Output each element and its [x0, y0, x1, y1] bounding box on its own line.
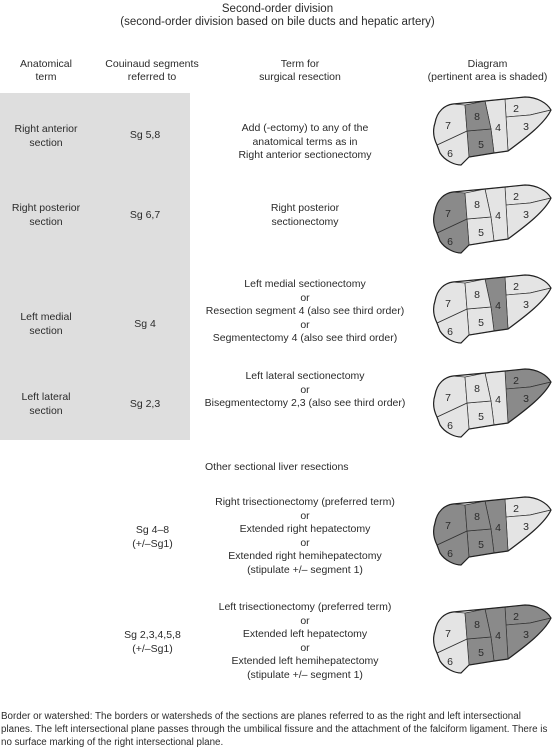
- segment-label-3: 3: [523, 629, 529, 641]
- liver-diagram-right-posterior: [427, 181, 555, 261]
- segments-right-anterior: Sg 5,8: [129, 129, 161, 141]
- term-left-lateral: Left lateral section: [21, 391, 71, 417]
- segments-left-lateral: Sg 2,3: [129, 398, 161, 410]
- page-subtitle: (second-order division based on bile ducts and hepatic artery): [120, 16, 435, 28]
- header-couinaud-segments: Couinaud segments referred to: [105, 58, 199, 83]
- segment-label-2: 2: [513, 103, 519, 115]
- segment-label-3: 3: [523, 299, 529, 311]
- segment-label-5: 5: [478, 411, 484, 423]
- segment-label-7: 7: [445, 208, 451, 220]
- segment-label-2: 2: [513, 191, 519, 203]
- segment-label-4: 4: [495, 630, 501, 642]
- resection-right-anterior: Add (-ectomy) to any of the anatomical terms as in Right anterior sectionectomy: [238, 122, 372, 161]
- segment-label-7: 7: [445, 120, 451, 132]
- header-surgical-term: Term for surgical resection: [259, 58, 341, 83]
- resection-left-trisection: Left trisectionectomy (preferred term) or Extended left hepatectomy or Extended left hemihepatectomy (stipulate +/– segment 1): [218, 601, 392, 681]
- segment-label-6: 6: [447, 148, 453, 160]
- segment-label-8: 8: [474, 383, 480, 395]
- segment-label-6: 6: [447, 548, 453, 560]
- segments-right-posterior: Sg 6,7: [129, 209, 161, 221]
- resection-right-trisection: Right trisectionectomy (preferred term) or Extended right hepatectomy or Extended right hemihepatectomy (stipulate +/– segment 1): [215, 496, 395, 576]
- segment-label-7: 7: [445, 628, 451, 640]
- segment-label-5: 5: [478, 139, 484, 151]
- footer-note: Border or watershed: The borders or watersheds of the sections are planes referred to as the right and left intersectional planes. The left intersectional plane passes through the umbilical fissure and the attachment of the falciform ligament. There is no surface marking of the right intersectional plane.: [1, 711, 548, 748]
- segment-label-5: 5: [478, 647, 484, 659]
- resection-left-lateral: Left lateral sectionectomy or Bisegmentectomy 2,3 (also see third order): [204, 370, 406, 409]
- segments-left-trisection: Sg 2,3,4,5,8 (+/–Sg1): [124, 629, 181, 655]
- segments-right-trisection: Sg 4–8 (+/–Sg1): [132, 524, 173, 550]
- liver-diagram-right-trisection: [427, 493, 555, 573]
- segment-label-8: 8: [474, 199, 480, 211]
- segment-label-5: 5: [478, 227, 484, 239]
- segment-label-2: 2: [513, 375, 519, 387]
- segment-label-3: 3: [523, 209, 529, 221]
- header-anatomical-term: Anatomical term: [20, 58, 72, 83]
- page-title: Second-order division: [221, 3, 334, 15]
- header-diagram: Diagram (pertinent area is shaded): [427, 58, 548, 83]
- liver-diagram-left-lateral: [427, 365, 555, 445]
- segment-label-5: 5: [478, 317, 484, 329]
- segment-label-3: 3: [523, 121, 529, 133]
- liver-diagram-left-trisection: [427, 601, 555, 681]
- segment-label-3: 3: [523, 521, 529, 533]
- segment-label-7: 7: [445, 298, 451, 310]
- liver-diagram-left-medial: [427, 271, 555, 351]
- liver-diagram-right-anterior: [427, 93, 555, 173]
- segment-label-4: 4: [495, 122, 501, 134]
- segment-label-6: 6: [447, 236, 453, 248]
- segment-label-6: 6: [447, 420, 453, 432]
- segment-label-8: 8: [474, 289, 480, 301]
- segment-label-2: 2: [513, 611, 519, 623]
- resection-right-posterior: Right posterior sectionectomy: [270, 202, 340, 228]
- segment-label-7: 7: [445, 520, 451, 532]
- segment-label-3: 3: [523, 393, 529, 405]
- segments-left-medial: Sg 4: [134, 318, 156, 330]
- segment-label-6: 6: [447, 326, 453, 338]
- segment-label-2: 2: [513, 503, 519, 515]
- term-right-anterior: Right anterior section: [14, 123, 78, 149]
- segment-label-8: 8: [474, 511, 480, 523]
- segment-label-4: 4: [495, 394, 501, 406]
- segment-label-8: 8: [474, 111, 480, 123]
- other-resections-title: Other sectional liver resections: [205, 461, 349, 473]
- segment-label-8: 8: [474, 619, 480, 631]
- resection-left-medial: Left medial sectionectomy or Resection segment 4 (also see third order) or Segmentectomy 4 (also see third order): [205, 278, 405, 344]
- term-right-posterior: Right posterior section: [11, 202, 81, 228]
- segment-label-4: 4: [495, 522, 501, 534]
- segment-label-5: 5: [478, 539, 484, 551]
- segment-label-7: 7: [445, 392, 451, 404]
- segment-label-4: 4: [495, 210, 501, 222]
- segment-label-6: 6: [447, 656, 453, 668]
- segment-label-4: 4: [495, 300, 501, 312]
- term-left-medial: Left medial section: [20, 311, 72, 337]
- segment-label-2: 2: [513, 281, 519, 293]
